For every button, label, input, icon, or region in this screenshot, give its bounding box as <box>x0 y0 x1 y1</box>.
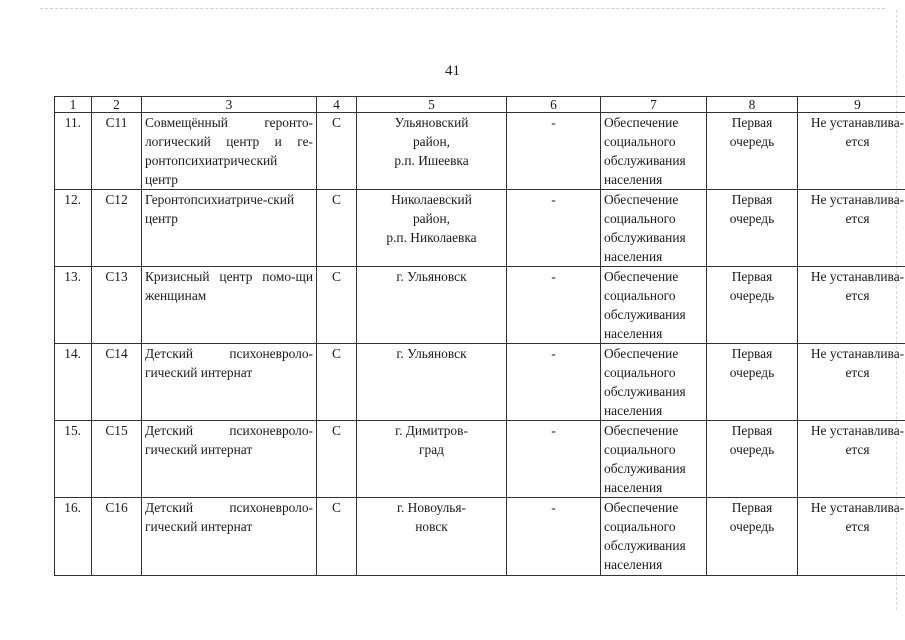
table-row <box>55 267 905 344</box>
table-row <box>55 498 905 576</box>
header-cell-3: 3 <box>142 97 317 113</box>
object-name: Совмещённый геронто-логический центр и ге-ронтопсихиатрический центр <box>142 113 317 190</box>
object-code: С16 <box>92 498 142 576</box>
object-location: г. Димитров- град <box>357 421 507 498</box>
objects-table <box>54 96 905 576</box>
object-name: Детский психоневроло-гический интернат <box>142 344 317 421</box>
header-cell-1: 1 <box>55 97 92 113</box>
object-priority: Первая очередь <box>707 190 798 267</box>
header-cell-4: 4 <box>317 97 357 113</box>
row-number: 12. <box>55 190 92 267</box>
object-purpose: Обеспечение социального обслуживания населения <box>601 113 707 190</box>
object-zone: Не устанавлива- ется <box>798 267 905 344</box>
object-location: г. Ульяновск <box>357 267 507 344</box>
object-name: Детский психоневроло-гический интернат <box>142 498 317 576</box>
table-row <box>55 190 905 267</box>
object-location: Николаевский район, р.п. Николаевка <box>357 190 507 267</box>
header-cell-8: 8 <box>707 97 798 113</box>
object-purpose: Обеспечение социального обслуживания населения <box>601 344 707 421</box>
table-row <box>55 421 905 498</box>
object-purpose: Обеспечение социального обслуживания населения <box>601 267 707 344</box>
object-type: С <box>317 344 357 421</box>
object-col6: - <box>507 344 601 421</box>
object-priority: Первая очередь <box>707 344 798 421</box>
row-number: 14. <box>55 344 92 421</box>
object-code: С12 <box>92 190 142 267</box>
object-code: С11 <box>92 113 142 190</box>
object-priority: Первая очередь <box>707 498 798 576</box>
object-purpose: Обеспечение социального обслуживания населения <box>601 498 707 576</box>
header-cell-7: 7 <box>601 97 707 113</box>
object-zone: Не устанавлива- ется <box>798 344 905 421</box>
object-location: г. Новоулья- новск <box>357 498 507 576</box>
row-number: 13. <box>55 267 92 344</box>
row-number: 15. <box>55 421 92 498</box>
object-location: Ульяновский район, р.п. Ишеевка <box>357 113 507 190</box>
object-code: С13 <box>92 267 142 344</box>
object-location: г. Ульяновск <box>357 344 507 421</box>
object-type: С <box>317 498 357 576</box>
object-type: С <box>317 267 357 344</box>
header-row <box>55 97 905 113</box>
object-col6: - <box>507 190 601 267</box>
object-col6: - <box>507 113 601 190</box>
object-purpose: Обеспечение социального обслуживания населения <box>601 190 707 267</box>
object-code: С14 <box>92 344 142 421</box>
object-col6: - <box>507 421 601 498</box>
object-zone: Не устанавлива- ется <box>798 190 905 267</box>
header-cell-2: 2 <box>92 97 142 113</box>
row-number: 16. <box>55 498 92 576</box>
object-priority: Первая очередь <box>707 113 798 190</box>
object-type: С <box>317 113 357 190</box>
object-name: Геронтопсихиатриче-ский центр <box>142 190 317 267</box>
object-col6: - <box>507 498 601 576</box>
object-name: Детский психоневроло-гический интернат <box>142 421 317 498</box>
object-zone: Не устанавлива- ется <box>798 421 905 498</box>
object-zone: Не устанавлива- ется <box>798 498 905 576</box>
row-number: 11. <box>55 113 92 190</box>
object-purpose: Обеспечение социального обслуживания населения <box>601 421 707 498</box>
header-cell-6: 6 <box>507 97 601 113</box>
object-col6: - <box>507 267 601 344</box>
table-row <box>55 113 905 190</box>
object-priority: Первая очередь <box>707 421 798 498</box>
table-row <box>55 344 905 421</box>
object-type: С <box>317 190 357 267</box>
object-priority: Первая очередь <box>707 267 798 344</box>
header-cell-9: 9 <box>798 97 905 113</box>
object-type: С <box>317 421 357 498</box>
header-cell-5: 5 <box>357 97 507 113</box>
object-name: Кризисный центр помо-щи женщинам <box>142 267 317 344</box>
scan-edge-top <box>40 8 885 9</box>
object-zone: Не устанавлива- ется <box>798 113 905 190</box>
object-code: С15 <box>92 421 142 498</box>
page-number: 41 <box>445 63 460 79</box>
